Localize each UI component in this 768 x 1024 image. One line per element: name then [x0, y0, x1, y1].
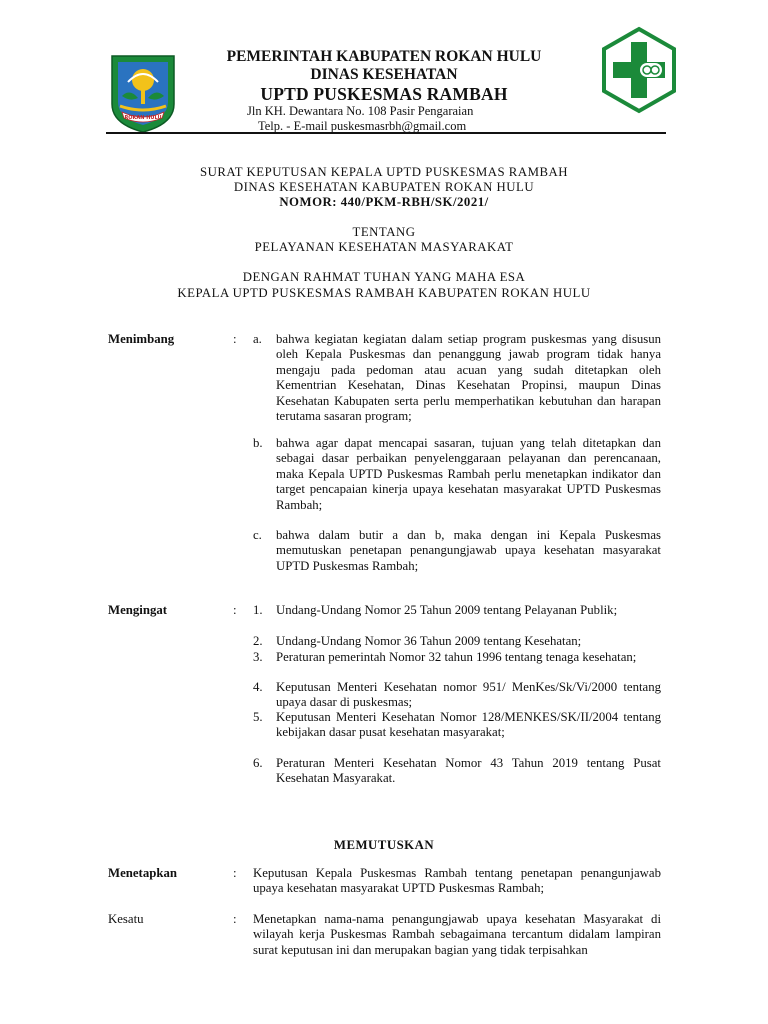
decree-issuer: KEPALA UPTD PUSKESMAS RAMBAH KABUPATEN ROKAN HULU [177, 286, 591, 300]
mengingat-item: Peraturan Menteri Kesehatan Nomor 43 Tahun 2019 tentang Pusat Kesehatan Masyarakat. [276, 756, 661, 786]
letterhead-unit: UPTD PUSKESMAS RAMBAH [260, 84, 508, 104]
logo-text: ROKAN HULU [124, 115, 162, 121]
mengingat-marker: 4. [253, 680, 263, 694]
decree-subject: PELAYANAN KESEHATAN MASYARAKAT [254, 240, 514, 254]
mengingat-item: Keputusan Menteri Kesehatan Nomor 128/MENKES/SK/II/2004 tentang kebijakan dasar pusat kesehatan masyarakat; [276, 710, 661, 740]
letterhead-address: Jln KH. Dewantara No. 108 Pasir Pengaraian [247, 104, 474, 118]
menetapkan-text: Keputusan Kepala Puskesmas Rambah tentang penetapan penangunjawab upaya kesehatan masyarakat UPTD Puskesmas Rambah; [253, 866, 661, 896]
mengingat-marker: 5. [253, 710, 263, 724]
menimbang-marker: b. [253, 436, 263, 450]
letterhead-divider [106, 132, 666, 134]
mengingat-marker: 3. [253, 650, 263, 664]
mengingat-colon: : [233, 603, 237, 617]
menimbang-label: Menimbang [108, 332, 175, 346]
kesatu-text: Menetapkan nama-nama penangungjawab upaya kesehatan Masyarakat di wilayah kerja Puskesmas Rambah sebagaimana tercantum didalam lampiran surat keputusan ini dan merupakan bagian yang tidak terpisahkan [253, 912, 661, 957]
letterhead-contact: Telp. - E-mail puskesmasrbh@gmail.com [258, 119, 467, 132]
kesatu-colon: : [233, 912, 237, 926]
mengingat-item: Keputusan Menteri Kesehatan nomor 951/ MenKes/Sk/Vi/2000 tentang upaya dasar di puskesmas; [276, 680, 661, 710]
letterhead-government: PEMERINTAH KABUPATEN ROKAN HULU [226, 48, 542, 65]
mengingat-item: Undang-Undang Nomor 36 Tahun 2009 tentang Kesehatan; [276, 634, 582, 648]
mengingat-item: Peraturan pemerintah Nomor 32 tahun 1996 tentang tenaga kesehatan; [276, 650, 637, 664]
decree-agency: DINAS KESEHATAN KABUPATEN ROKAN HULU [233, 180, 535, 194]
mengingat-marker: 2. [253, 634, 263, 648]
decree-tentang: TENTANG [352, 225, 416, 239]
menetapkan-label: Menetapkan [108, 866, 177, 880]
decree-invocation: DENGAN RAHMAT TUHAN YANG MAHA ESA [242, 270, 526, 284]
menimbang-colon: : [233, 332, 237, 346]
letterhead-agency: DINAS KESEHATAN [310, 66, 458, 83]
mengingat-marker: 6. [253, 756, 263, 770]
menetapkan-colon: : [233, 866, 237, 880]
menimbang-marker: c. [253, 528, 262, 542]
mengingat-item: Undang-Undang Nomor 25 Tahun 2009 tentang Pelayanan Publik; [276, 603, 618, 617]
memutuskan-heading: MEMUTUSKAN [333, 838, 435, 852]
mengingat-label: Mengingat [108, 603, 168, 617]
decree-title: SURAT KEPUTUSAN KEPALA UPTD PUSKESMAS RAMBAH [200, 165, 568, 179]
mengingat-marker: 1. [253, 603, 263, 617]
menimbang-marker: a. [253, 332, 262, 346]
menimbang-item: bahwa agar dapat mencapai sasaran, tujuan yang telah ditetapkan dan sebagai dasar perbaikan penyelenggaraan pelayanan dan perencanaan, maka Kepala UPTD Puskesmas Rambah perlu menetapkan indikator dan target pencapaian kinerja upaya kesehatan masyarakat UPTD Puskesmas Rambah; [276, 436, 661, 512]
kesatu-label: Kesatu [108, 912, 144, 926]
decree-number: NOMOR: 440/PKM-RBH/SK/2021/ [279, 195, 489, 209]
menimbang-item: bahwa dalam butir a dan b, maka dengan ini Kepala Puskesmas memutuskan penetapan penangungjawab upaya kesehatan masyarakat UPTD Puskesmas Rambah; [276, 528, 661, 573]
menimbang-item: bahwa kegiatan kegiatan dalam setiap program puskesmas yang disusun oleh Kepala Puskesmas dan penanggung jawab program tidak hanya mengaju pada pedoman atau acuan yang sudah ditetapkan oleh Kementrian Kesehatan, Dinas Kesehatan Propinsi, maupun Dinas Kesehatan Kabupaten serta perlu memperhatikan kebutuhan dan harapan terutama sasaran program; [276, 332, 661, 424]
